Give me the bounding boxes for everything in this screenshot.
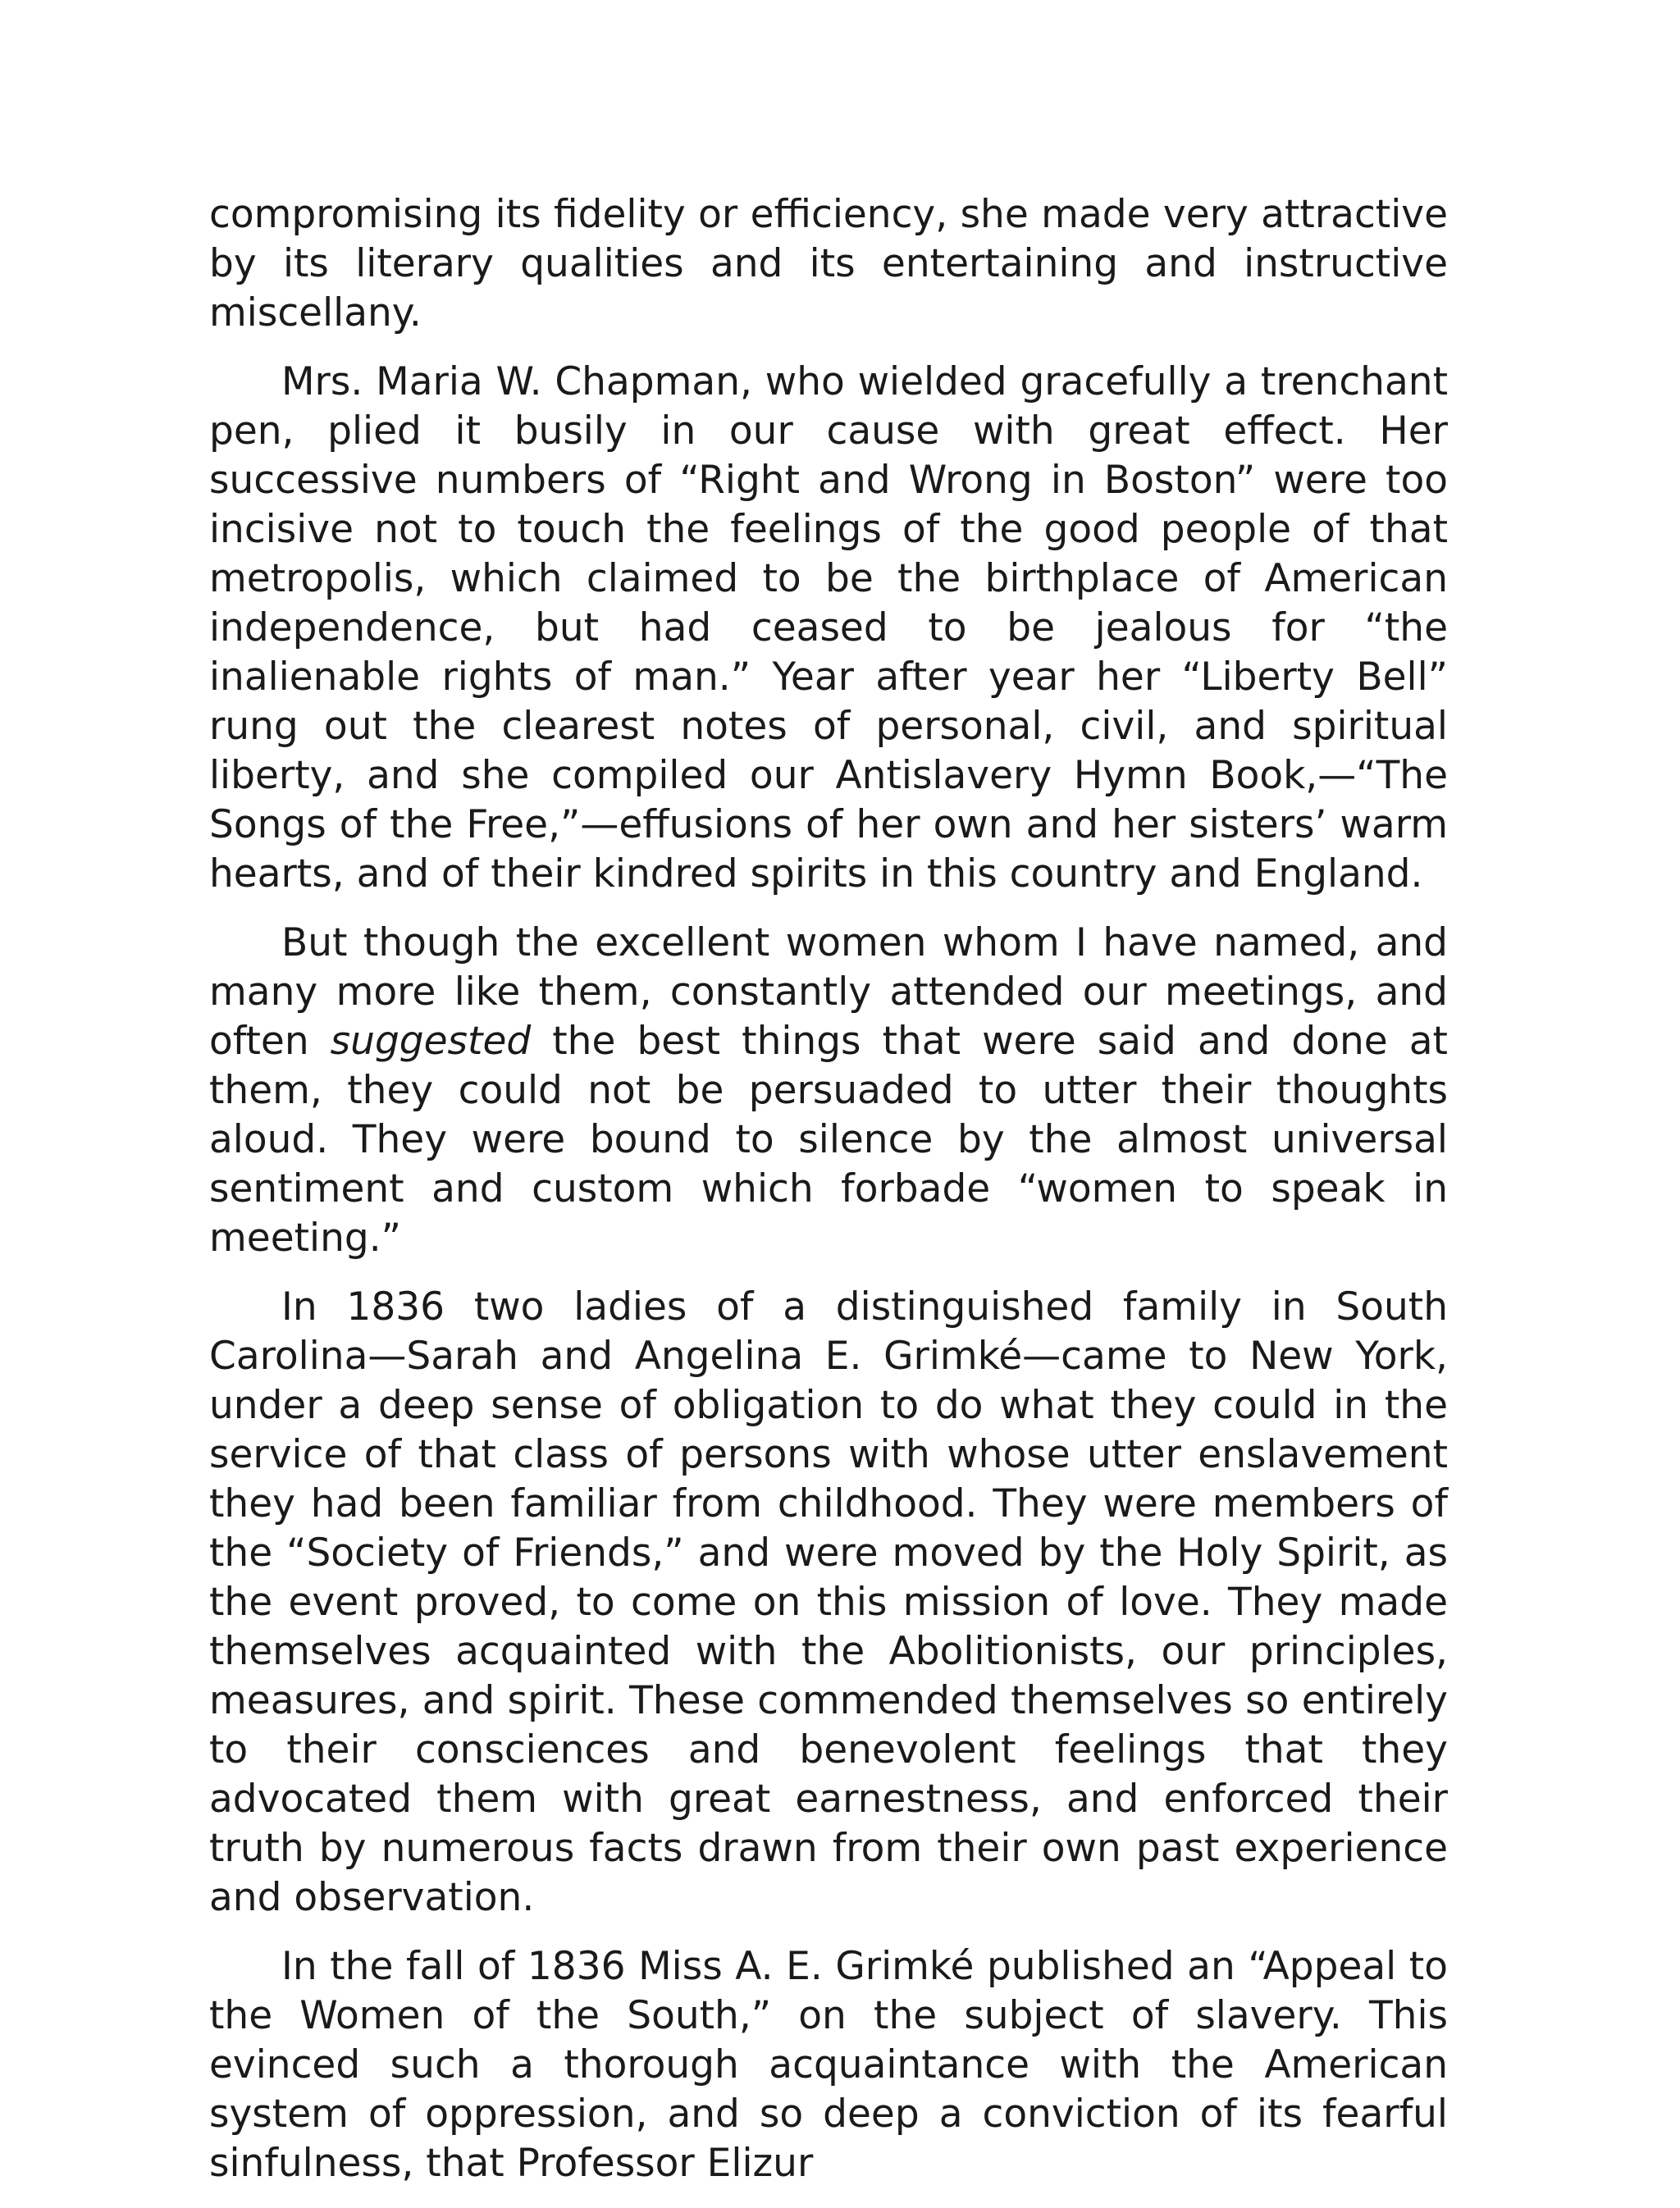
paragraph-grimke-sisters xyxy=(209,1283,1448,1923)
paragraph-text: Mrs. Maria W. Chapman, who wielded gracefully a trenchant pen, plied it busily in our cause with great effect. Her successive numbers of “Right and Wrong in Boston” were too incisive not to touch the feelings of the good people of that metropolis, which claimed to be the birthplace of American independence, but had ceased to be jealous for “the inalienable rights of man.” Year after year her “Liberty Bell” rung out the clearest notes of personal, civil, and spiritual liberty, and she compiled our Antislavery Hymn Book,—“The Songs of the Free,”—effusions of her own and her sisters’ warm hearts, and of their kindred spirits in this country and England. xyxy=(209,359,1448,896)
document-page xyxy=(209,190,1448,2208)
paragraph-text: In the fall of 1836 Miss A. E. Grimké published an “Appeal to the Women of the South,” on the subject of slavery. This evinced such a thorough acquaintance with the American system of oppression, and so deep a conviction of its fearful sinfulness, that Professor Elizur xyxy=(209,1944,1448,2186)
emphasized-word: suggested xyxy=(330,1019,532,1064)
paragraph-text: But though the excellent women whom I have named, and many more like them, constantly attended our meetings, and often xyxy=(209,920,1448,1064)
paragraph-women-silence xyxy=(209,919,1448,1263)
paragraph-continued-periodical xyxy=(209,190,1448,338)
paragraph-text: the best things that were said and done at them, they could not be persuaded to utter their thoughts aloud. They were bound to silence by the almost universal sentiment and custom which forbade “women to speak in meeting.” xyxy=(209,1019,1448,1261)
paragraph-maria-chapman xyxy=(209,358,1448,899)
paragraph-appeal-to-women xyxy=(209,1942,1448,2188)
paragraph-text: compromising its fidelity or efficiency, she made very attractive by its literary qualities and its entertaining and instructive miscellany. xyxy=(209,192,1448,335)
paragraph-text: In 1836 two ladies of a distinguished family in South Carolina—Sarah and Angelina E. Grimké—came to New York, under a deep sense of obligation to do what they could in the service of that class of persons with whose utter enslavement they had been familiar from childhood. They were members of the “Society of Friends,” and were moved by the Holy Spirit, as the event proved, to come on this mission of love. They made themselves acquainted with the Abolitionists, our principles, measures, and spirit. These commended themselves so entirely to their consciences and benevolent feelings that they advocated them with great earnestness, and enforced their truth by numerous facts drawn from their own past experience and observation. xyxy=(209,1284,1448,1920)
